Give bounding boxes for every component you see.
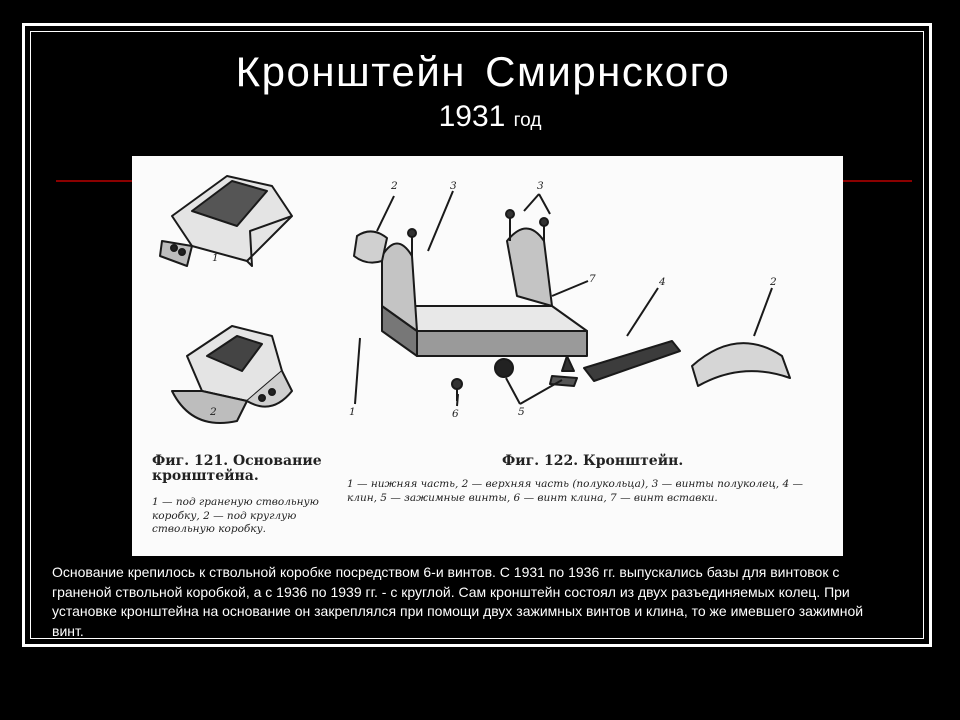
base-faceted-drawing xyxy=(160,176,292,266)
base-round-drawing xyxy=(172,326,292,423)
part-number: 2 xyxy=(391,180,398,192)
part-number: 1 xyxy=(212,252,219,264)
fig121-legend: 1 — под граненую ствольную коробку, 2 — под круглую ствольную коробку. xyxy=(152,496,319,536)
part-number: 7 xyxy=(589,273,596,285)
part-number: 4 xyxy=(659,276,666,288)
part-number: 5 xyxy=(518,406,525,418)
part-number: 3 xyxy=(450,180,457,192)
fig122-title: Фиг. 122. Кронштейн. xyxy=(502,453,684,469)
part-number: 2 xyxy=(770,276,777,288)
slide-subtitle xyxy=(0,100,960,134)
half-ring-drawing xyxy=(692,343,790,386)
slide-title: Кронштейн Смирнского xyxy=(235,48,731,95)
part-number: 3 xyxy=(537,180,544,192)
fig122-legend: 1 — нижняя часть, 2 — верхняя часть (полукольца), 3 — винты полуколец, 4 — клин, 5 — зажимные винты, 6 — винт клина, 7 — винт вставки. xyxy=(347,478,803,504)
bracket-main-drawing xyxy=(354,210,587,401)
year: 1931 xyxy=(438,100,506,133)
part-number: 2 xyxy=(210,406,217,418)
part-number: 6 xyxy=(452,408,459,420)
wedge-drawing xyxy=(584,341,680,381)
part-number: 1 xyxy=(349,406,356,418)
fig121-title: Фиг. 121. Основание кронштейна. xyxy=(152,453,322,484)
technical-illustration xyxy=(132,156,843,556)
slide-description: Основание крепилось к ствольной коробке посредством 6-и винтов. С 1931 по 1936 гг. выпускались базы для винтовок с граненой ствольной коробкой, а с 1936 по 1939 гг. - с круглой. Сам кронштейн состоял из двух разъединяемых колец. При установке кронштейна на основание он закреплялся при помощи двух зажимных винтов и клина, то же имевшего зажимной винт. xyxy=(52,564,864,639)
year-suffix: год xyxy=(513,110,542,131)
